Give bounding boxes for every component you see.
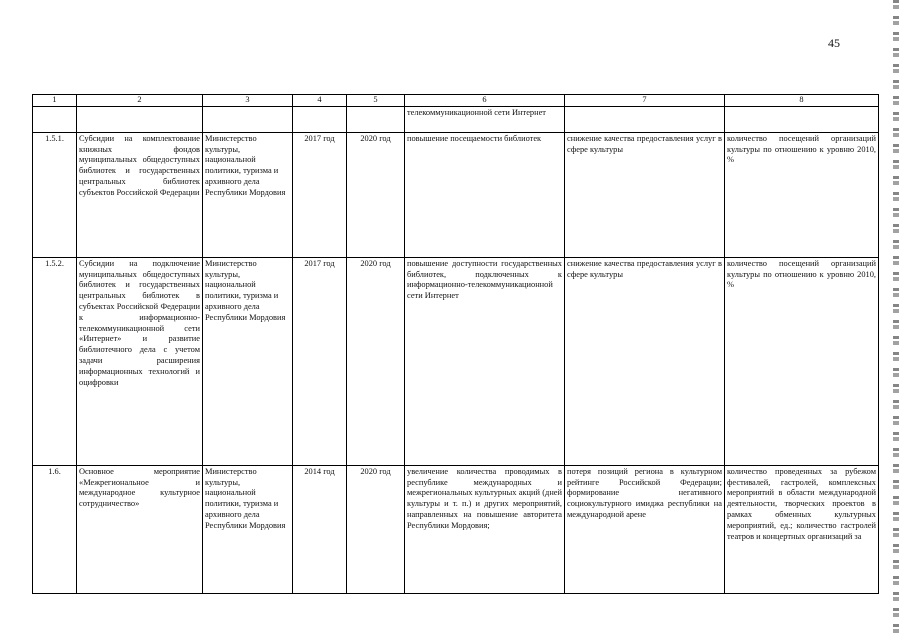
header-cell: 3 [203, 95, 293, 107]
event-name: Субсидии на комплектование книжных фондов муниципальных общедоступных библиотек и государственных центральных библиотек субъектов Российской Федерации [77, 132, 203, 257]
consequences: снижение качества предоставления услуг в сфере культуры [565, 132, 725, 257]
table-row [33, 257, 879, 465]
header-cell: 8 [725, 95, 879, 107]
event-name: Субсидии на подключение муниципальных общедоступных библиотек и государственных центральных библиотек в субъектах Российской Федерации к информационно-телекоммуникационной сети «Интернет» и развитие библиотечного дела с учетом задачи расширения информационных технологий и оцифровки [77, 257, 203, 465]
expected-result: повышение доступности государственных библиотек, подключенных к информационно-телекоммуникационной сети Интернет [405, 257, 565, 465]
table-row [33, 465, 879, 593]
scan-edge [893, 0, 899, 640]
start-year: 2014 год [293, 465, 347, 593]
header-cell: 7 [565, 95, 725, 107]
row-number: 1.6. [33, 465, 77, 593]
table-row [33, 132, 879, 257]
header-cell: 6 [405, 95, 565, 107]
row-number: 1.5.2. [33, 257, 77, 465]
executor: Министерство культуры, национальной политики, туризма и архивного дела Республики Мордовия [203, 465, 293, 593]
header-row [33, 95, 879, 107]
event-name: Основное мероприятие «Межрегиональное и международное культурное сотрудничество» [77, 465, 203, 593]
header-cell: 2 [77, 95, 203, 107]
end-year: 2020 год [347, 132, 405, 257]
row-number: 1.5.1. [33, 132, 77, 257]
expected-result: повышение посещаемости библиотек [405, 132, 565, 257]
expected-result: увеличение количества проводимых в республике международных и межрегиональных культурных акций (дней культуры и т. п.) и других мероприятий, направленных на повышение авторитета Республики Мордовия; [405, 465, 565, 593]
page-number: 45 [828, 36, 840, 50]
end-year: 2020 год [347, 257, 405, 465]
header-cell: 1 [33, 95, 77, 107]
end-year: 2020 год [347, 465, 405, 593]
indicators: количество посещений организаций культуры по отношению к уровню 2010, % [725, 132, 879, 257]
continuation-row [33, 106, 879, 132]
indicators: количество проведенных за рубежом фестивалей, гастролей, комплексных мероприятий в области международной деятельности, творческих проектов в рамках обменных культурных мероприятий, ед.; количество гастролей театров и концертных организаций за [725, 465, 879, 593]
start-year: 2017 год [293, 257, 347, 465]
header-cell: 4 [293, 95, 347, 107]
executor: Министерство культуры, национальной политики, туризма и архивного дела Республики Мордовия [203, 132, 293, 257]
indicators: количество посещений организаций культуры по отношению к уровню 2010, % [725, 257, 879, 465]
consequences: снижение качества предоставления услуг в сфере культуры [565, 257, 725, 465]
consequences: потеря позиций региона в культурном рейтинге Российской Федерации; формирование негативного социокультурного имиджа республики на международной арене [565, 465, 725, 593]
continuation-cell: телекоммуникационной сети Интернет [405, 106, 565, 132]
executor: Министерство культуры, национальной политики, туризма и архивного дела Республики Мордовия [203, 257, 293, 465]
start-year: 2017 год [293, 132, 347, 257]
header-cell: 5 [347, 95, 405, 107]
program-table [32, 94, 879, 594]
